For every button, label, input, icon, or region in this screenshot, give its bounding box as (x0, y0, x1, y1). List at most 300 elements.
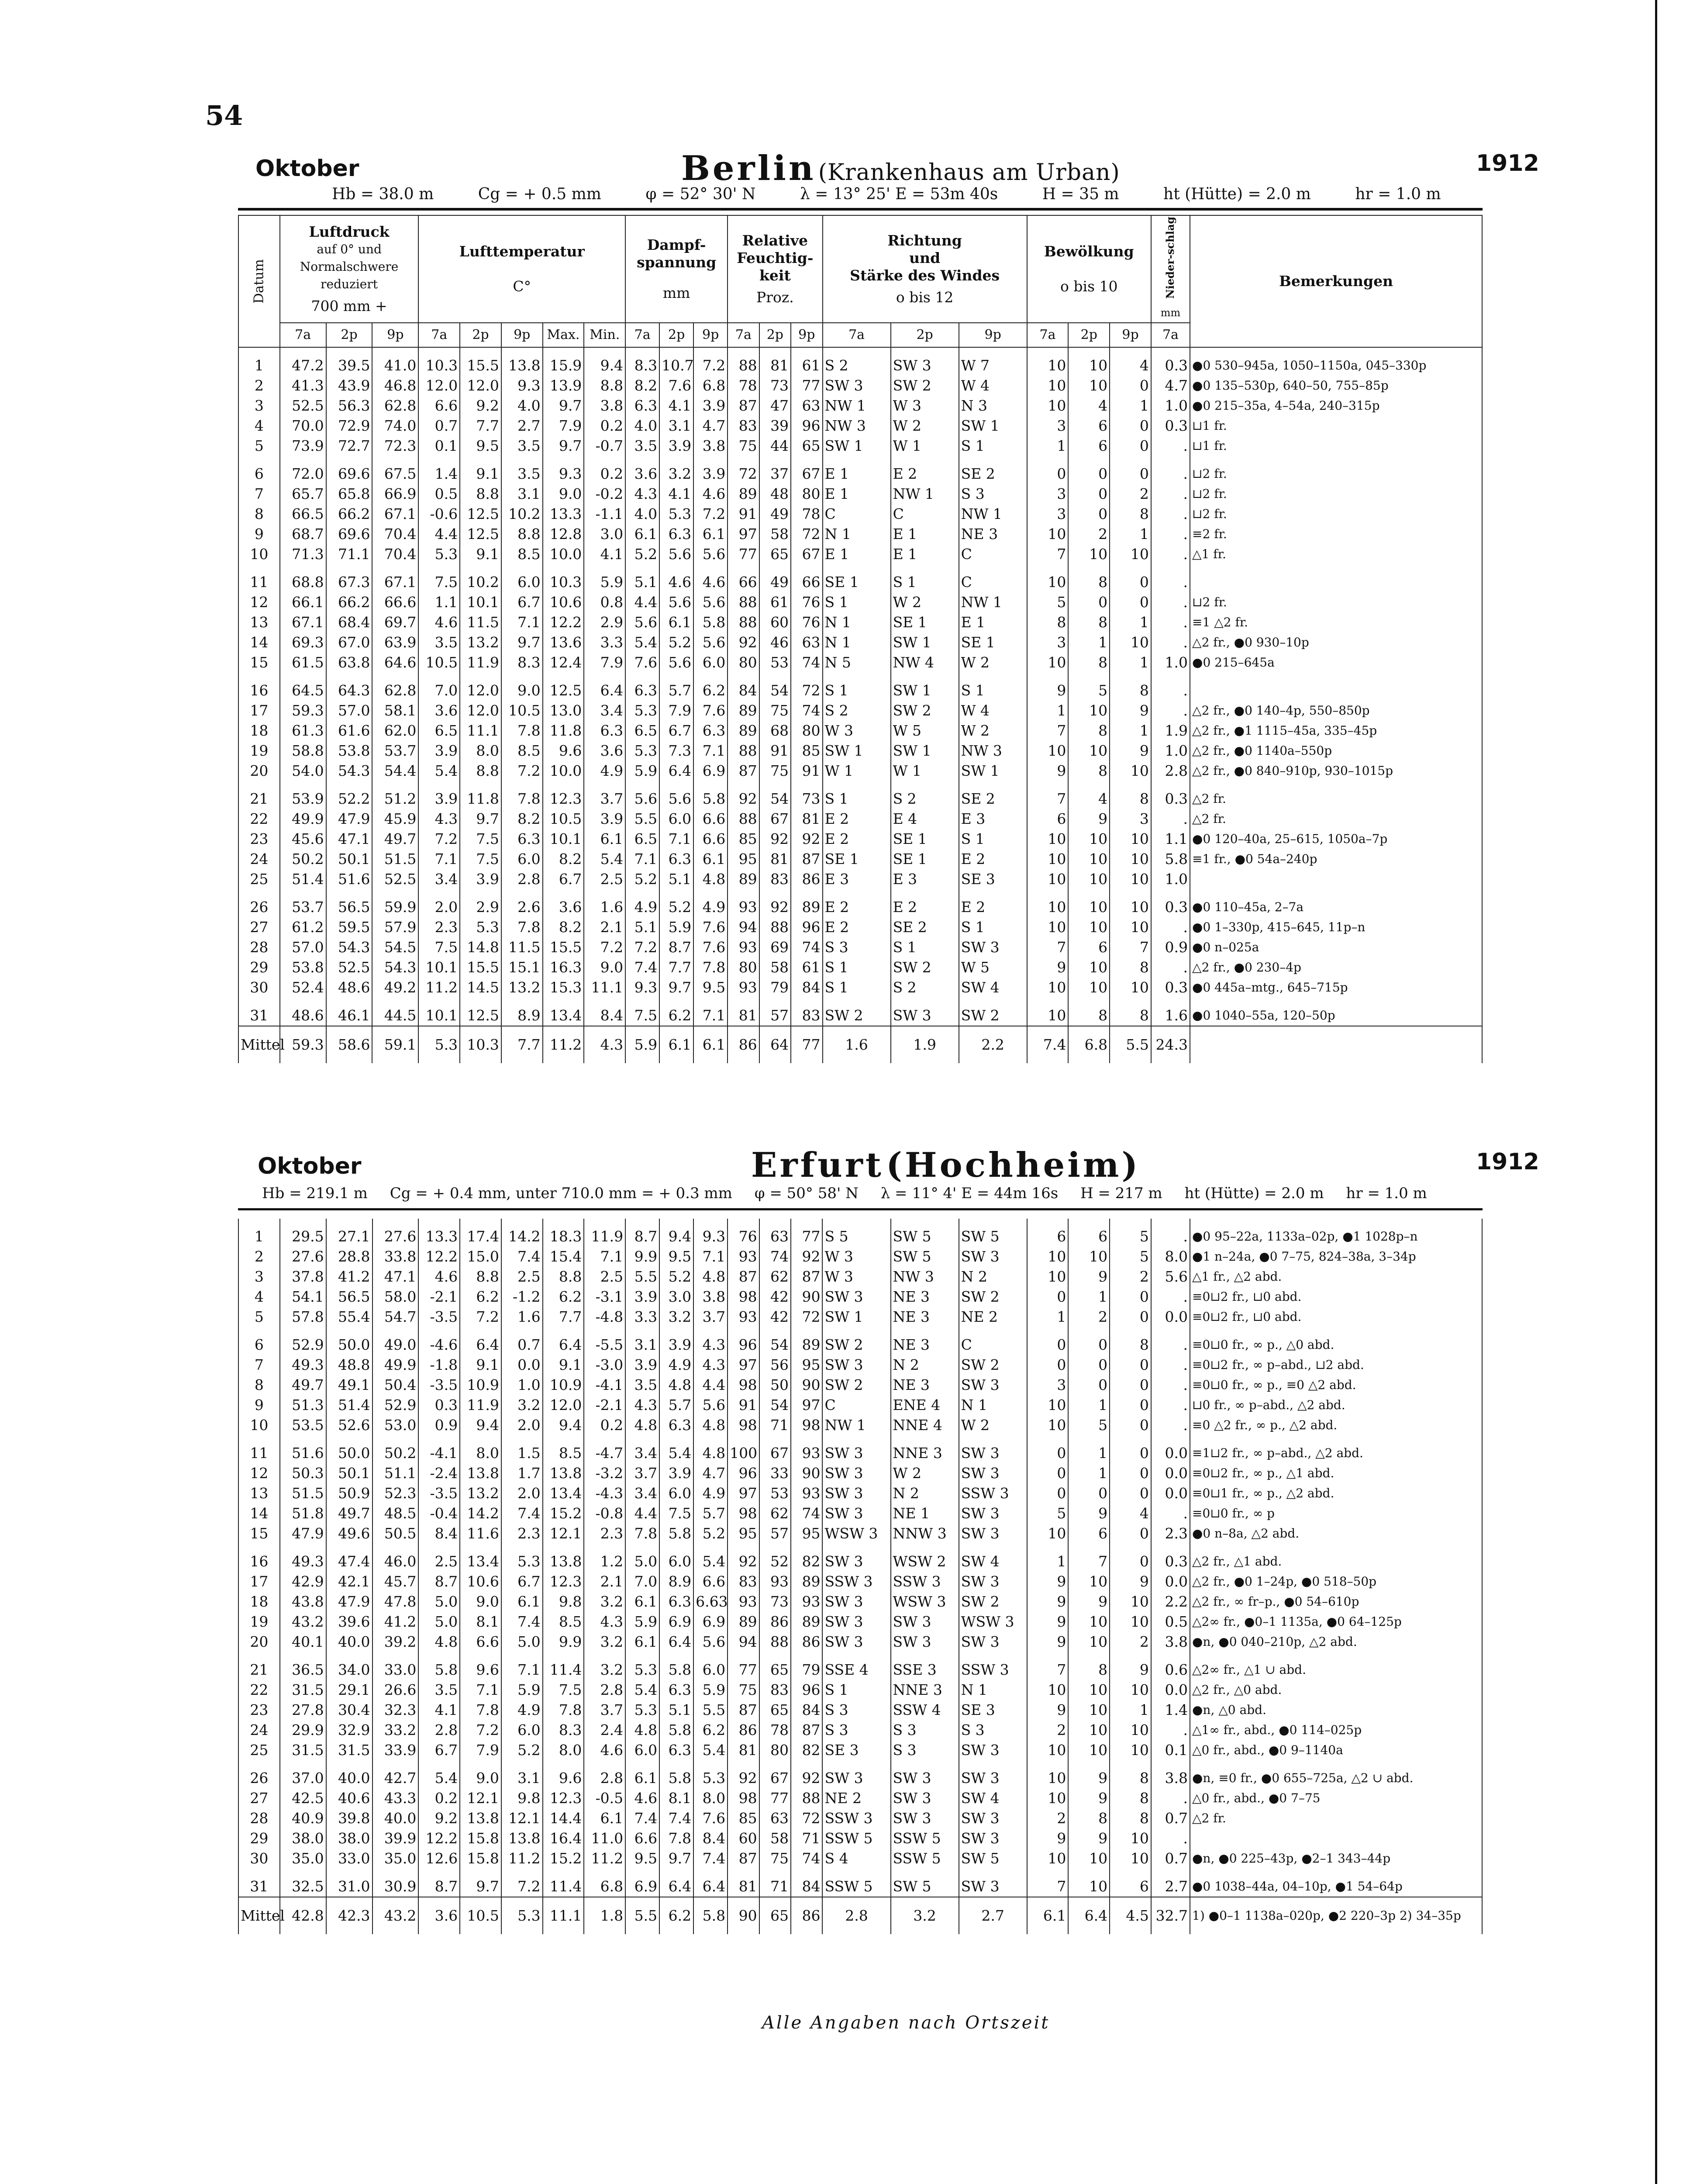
data-cell: 13.4 (460, 1552, 501, 1572)
data-cell: 39.9 (372, 1828, 419, 1849)
data-cell: 3.0 (584, 524, 625, 544)
data-cell: 77 (759, 1788, 791, 1808)
data-cell: 0.7 (1151, 1808, 1190, 1828)
data-cell: 8 (1068, 761, 1110, 781)
data-cell: 42.9 (280, 1572, 326, 1592)
data-cell: 8.3 (543, 1720, 584, 1740)
data-cell: 15.8 (460, 1828, 501, 1849)
data-cell: 3.4 (625, 1443, 659, 1463)
date-cell: 10 (238, 544, 280, 564)
date-cell: 6 (238, 464, 280, 484)
data-cell: 42 (759, 1287, 791, 1307)
data-cell: 6.1 (625, 1768, 659, 1788)
mean-cell: 24.3 (1151, 1026, 1190, 1063)
data-cell: 7.0 (625, 1572, 659, 1592)
data-cell: SW 3 (959, 1463, 1027, 1483)
data-cell: 29.5 (280, 1227, 326, 1247)
data-cell: S 1 (823, 592, 891, 612)
data-cell: SW 2 (959, 1355, 1027, 1375)
data-cell: 51.8 (280, 1503, 326, 1524)
data-cell: 8.2 (543, 849, 584, 869)
mean-cell: 10.5 (460, 1897, 501, 1934)
data-cell: 6.1 (584, 1808, 625, 1828)
data-cell: 12.1 (543, 1524, 584, 1544)
remark-cell: ≡1 △2 fr. (1190, 612, 1482, 632)
data-cell: 6.9 (659, 1612, 693, 1632)
data-cell: SSW 5 (891, 1849, 959, 1869)
data-cell: 72.3 (372, 436, 418, 456)
data-cell: 10 (1027, 917, 1069, 937)
table-row (238, 1876, 1482, 1897)
header-niederschlag (1151, 215, 1190, 323)
data-cell: SW 1 (822, 1307, 890, 1327)
data-cell: NW 4 (891, 653, 959, 673)
data-cell: 9.9 (543, 1632, 584, 1652)
data-cell: 4 (1068, 789, 1110, 809)
data-cell: 87 (791, 1720, 822, 1740)
data-cell: 1.9 (1151, 721, 1190, 741)
mean-cell: 43.2 (372, 1897, 419, 1934)
data-cell: 10.5 (501, 701, 543, 721)
data-cell: 87 (791, 849, 822, 869)
data-cell: 0 (1110, 1463, 1151, 1483)
data-cell: 0.0 (1151, 1572, 1190, 1592)
data-cell: 63 (759, 1808, 791, 1828)
data-cell: 39 (759, 416, 791, 436)
param: Cg = + 0.5 mm (478, 185, 601, 203)
data-cell: 3.4 (625, 1483, 659, 1503)
date-cell: 13 (238, 1483, 280, 1503)
data-cell: 9.0 (460, 1768, 501, 1788)
data-cell: 6.6 (693, 809, 728, 829)
data-cell: 7.4 (501, 1612, 543, 1632)
data-cell: 7.8 (693, 957, 728, 978)
remark-cell (1190, 1828, 1482, 1849)
data-cell: 5.6 (659, 544, 693, 564)
data-cell: 89 (728, 1612, 759, 1632)
data-cell: 39.2 (372, 1632, 419, 1652)
data-cell: 73.9 (280, 436, 326, 456)
data-cell: 49 (759, 572, 791, 592)
data-cell: 3.7 (584, 789, 625, 809)
remark-cell (1190, 869, 1482, 889)
data-cell: 10.7 (659, 356, 693, 376)
data-cell: 12.3 (543, 1788, 584, 1808)
data-cell: 12.0 (418, 376, 460, 396)
mean-cell: 1.6 (823, 1026, 891, 1063)
data-cell: 88 (728, 809, 759, 829)
date-cell: 12 (238, 592, 280, 612)
data-cell: 6.3 (659, 1592, 693, 1612)
date-cell: 29 (238, 1828, 280, 1849)
data-cell: E 2 (959, 849, 1027, 869)
data-cell: 10.5 (543, 809, 584, 829)
data-cell: S 1 (823, 681, 891, 701)
data-cell: 88 (728, 612, 759, 632)
mean-cell: 1) ●0–1 1138a–020p, ●2 220–3p 2) 34–35p (1190, 1897, 1482, 1934)
data-cell: 9 (1027, 1828, 1069, 1849)
data-cell: 55.4 (326, 1307, 372, 1327)
date-cell: 22 (238, 809, 280, 829)
data-cell: SW 2 (822, 1375, 890, 1395)
data-cell: SSW 3 (959, 1660, 1027, 1680)
data-cell: 6.9 (625, 1876, 659, 1897)
data-cell: SW 3 (891, 1006, 959, 1026)
data-cell: 61 (791, 957, 822, 978)
data-cell: 6.3 (584, 721, 625, 741)
data-cell: S 3 (822, 1720, 890, 1740)
data-cell: -4.7 (584, 1443, 625, 1463)
data-cell: 33 (759, 1463, 791, 1483)
data-cell: 2.3 (584, 1524, 625, 1544)
data-cell: 5.8 (1151, 849, 1190, 869)
data-cell: 4.6 (418, 1267, 460, 1287)
data-cell: 2 (1068, 524, 1110, 544)
data-cell: 4.4 (625, 1503, 659, 1524)
data-cell: S 1 (823, 978, 891, 998)
data-cell: 7.0 (418, 681, 460, 701)
data-cell: SW 3 (822, 1355, 890, 1375)
data-cell: 13.8 (543, 1552, 584, 1572)
data-cell: SE 1 (823, 572, 891, 592)
data-cell: 27.8 (280, 1700, 326, 1720)
data-cell: 0 (1027, 1355, 1069, 1375)
header-text: Bewölkung (1044, 243, 1134, 260)
data-cell: 5.4 (693, 1740, 728, 1760)
data-cell: 67 (791, 464, 822, 484)
data-cell: 5.4 (625, 1680, 659, 1700)
data-cell: 4.8 (693, 1267, 728, 1287)
mean-cell: 6.1 (1027, 1897, 1069, 1934)
data-cell: 33.0 (372, 1660, 419, 1680)
data-cell: W 2 (891, 1463, 959, 1483)
data-cell: 5.6 (659, 789, 693, 809)
data-cell: 4.6 (659, 572, 693, 592)
data-cell: 49.1 (326, 1375, 372, 1395)
data-cell: 6.1 (693, 524, 728, 544)
data-cell: 5 (1068, 681, 1110, 701)
data-cell: SSE 4 (822, 1660, 890, 1680)
remark-cell: ●0 120–40a, 25–615, 1050a–7p (1190, 829, 1482, 849)
data-cell: E 1 (891, 544, 959, 564)
mean-cell: 6.1 (659, 1026, 693, 1063)
data-cell: 5.6 (693, 632, 728, 653)
data-cell: 6.6 (693, 829, 728, 849)
date-cell: 21 (238, 789, 280, 809)
data-cell: 89 (728, 869, 759, 889)
data-cell: 2.4 (584, 1720, 625, 1740)
data-cell: 8.2 (625, 376, 659, 396)
data-cell: SW 1 (823, 741, 891, 761)
data-cell: 54.0 (280, 761, 326, 781)
data-cell: . (1151, 1415, 1190, 1435)
data-cell: 5.0 (625, 1552, 659, 1572)
table-row (238, 789, 1482, 809)
data-cell: 8.5 (543, 1612, 584, 1632)
table-row (238, 741, 1482, 761)
data-cell: 48.8 (326, 1355, 372, 1375)
data-cell: 12.0 (460, 701, 501, 721)
data-cell: 10.6 (460, 1572, 501, 1592)
data-cell: 77 (791, 376, 822, 396)
mean-cell: 6.2 (659, 1897, 693, 1934)
data-cell: 7.5 (418, 572, 460, 592)
data-cell: 7.1 (501, 1660, 543, 1680)
date-cell: 17 (238, 1572, 280, 1592)
data-cell: 90 (791, 1287, 822, 1307)
table-row (238, 436, 1482, 456)
data-cell: 10 (1027, 1524, 1069, 1544)
data-cell: 3 (1027, 504, 1069, 524)
remark-cell: ≡2 fr. (1190, 524, 1482, 544)
data-cell: 10 (1068, 849, 1110, 869)
date-cell: 28 (238, 937, 280, 957)
data-cell: 10 (1068, 869, 1110, 889)
param: ht (Hütte) = 2.0 m (1163, 185, 1311, 203)
data-cell: 2.6 (501, 897, 543, 917)
data-cell: 6.7 (418, 1740, 460, 1760)
data-cell: 4.8 (693, 1415, 728, 1435)
data-cell: 88 (728, 356, 759, 376)
data-cell: 3.9 (418, 741, 460, 761)
data-cell: N 1 (959, 1395, 1027, 1415)
data-cell: 42 (759, 1307, 791, 1327)
data-cell: 4.3 (625, 1395, 659, 1415)
data-cell: 11.8 (460, 789, 501, 809)
data-cell: 6.7 (501, 592, 543, 612)
data-cell: SW 3 (959, 1828, 1027, 1849)
data-cell: 92 (791, 1768, 822, 1788)
data-cell: 9.0 (460, 1592, 501, 1612)
date-cell: 29 (238, 957, 280, 978)
data-cell: 66.2 (326, 504, 372, 524)
data-cell: 0 (1068, 592, 1110, 612)
data-cell: 52.5 (372, 869, 418, 889)
data-cell: 7.4 (625, 957, 659, 978)
data-cell: E 1 (823, 544, 891, 564)
data-cell: 10 (1110, 544, 1151, 564)
data-cell: 2.5 (584, 1267, 625, 1287)
data-cell: -2.1 (584, 1395, 625, 1415)
data-cell: 56.5 (326, 1287, 372, 1307)
data-cell: E 3 (959, 809, 1027, 829)
header-unit: C° (513, 278, 531, 295)
page-number: 54 (205, 100, 243, 131)
mean-cell: 7.4 (1027, 1026, 1069, 1063)
data-cell: 3.9 (625, 1355, 659, 1375)
data-cell: 7.2 (693, 504, 728, 524)
data-cell: 8.5 (501, 741, 543, 761)
param: hr = 1.0 m (1355, 185, 1441, 203)
date-cell: 30 (238, 1849, 280, 1869)
date-cell: 20 (238, 1632, 280, 1652)
data-cell: 7.7 (659, 957, 693, 978)
data-cell: . (1151, 681, 1190, 701)
mean-cell: 5.9 (625, 1026, 659, 1063)
data-cell: 6.6 (418, 396, 460, 416)
data-cell: SSW 5 (822, 1828, 890, 1849)
data-cell: 12.3 (543, 789, 584, 809)
data-cell: 14.2 (501, 1227, 543, 1247)
data-cell: 95 (728, 849, 759, 869)
data-cell: 4.8 (625, 1720, 659, 1740)
data-cell: 0 (1110, 436, 1151, 456)
data-cell: 67.1 (372, 504, 418, 524)
data-cell: 96 (791, 1680, 822, 1700)
data-cell: 10.0 (543, 761, 584, 781)
param: λ = 11° 4' E = 44m 16s (880, 1185, 1059, 1202)
data-cell: 71 (791, 1828, 822, 1849)
data-cell: 40.9 (280, 1808, 326, 1828)
data-cell: 63 (759, 1227, 791, 1247)
data-cell: 10 (1110, 632, 1151, 653)
data-cell: 49.3 (280, 1552, 326, 1572)
data-cell: . (1151, 436, 1190, 456)
data-cell: 5.6 (693, 1632, 728, 1652)
data-cell: 3.5 (501, 464, 543, 484)
data-cell: 47.8 (372, 1592, 419, 1612)
data-cell: 3.6 (418, 701, 460, 721)
data-cell: 10 (1027, 1680, 1069, 1700)
data-cell: 11.5 (501, 937, 543, 957)
table-row (238, 829, 1482, 849)
data-cell: 1 (1068, 1463, 1110, 1483)
erfurt-top-rule (238, 1208, 1483, 1210)
data-cell: SW 1 (891, 741, 959, 761)
data-cell: 8.4 (693, 1828, 728, 1849)
remark-cell: ⊔1 fr. (1190, 436, 1482, 456)
data-cell: -4.3 (584, 1483, 625, 1503)
remark-cell: △2 fr., ●0 1–24p, ●0 518–50p (1190, 1572, 1482, 1592)
data-cell: 10 (1027, 849, 1069, 869)
data-cell: 50.1 (326, 849, 372, 869)
page-edge-line (1655, 0, 1657, 2184)
data-cell: 10 (1027, 524, 1069, 544)
data-cell: ENE 4 (891, 1395, 959, 1415)
header-text: Luftdruck (309, 223, 390, 240)
table-row (238, 761, 1482, 781)
data-cell: 8.7 (418, 1572, 460, 1592)
data-cell: 93 (728, 978, 759, 998)
data-cell: 4 (1110, 1503, 1151, 1524)
data-cell: 89 (791, 1335, 822, 1355)
data-cell: 86 (759, 1612, 791, 1632)
data-cell: E 2 (959, 897, 1027, 917)
data-cell: 9 (1027, 957, 1069, 978)
data-cell: 91 (728, 504, 759, 524)
data-cell: SW 5 (891, 1247, 959, 1267)
column-label: 9p (1110, 323, 1151, 347)
data-cell: 50.9 (326, 1483, 372, 1503)
remark-cell: ●0 1040–55a, 120–50p (1190, 1006, 1482, 1026)
data-cell: 5 (1027, 592, 1069, 612)
data-cell: 13.8 (460, 1808, 501, 1828)
remark-cell: ⊔1 fr. (1190, 416, 1482, 436)
table-row (238, 1443, 1482, 1463)
data-cell: 7 (1027, 721, 1069, 741)
data-cell: SSE 3 (891, 1660, 959, 1680)
data-cell: 72 (791, 1307, 822, 1327)
data-cell: 2.1 (584, 1572, 625, 1592)
data-cell: S 1 (823, 789, 891, 809)
data-cell: 0 (1110, 1415, 1151, 1435)
data-cell: SW 3 (891, 1612, 959, 1632)
data-cell: SE 2 (959, 789, 1027, 809)
data-cell: 2 (1110, 1267, 1151, 1287)
data-cell: 54 (759, 1395, 791, 1415)
data-cell: 59.5 (326, 917, 372, 937)
data-cell: 66.1 (280, 592, 326, 612)
data-cell: 65 (759, 1660, 791, 1680)
data-cell: 32.3 (372, 1700, 419, 1720)
header-unit: o bis 12 (896, 289, 954, 306)
data-cell: 6.0 (501, 1720, 543, 1740)
data-cell: 4.6 (625, 1788, 659, 1808)
table-row (238, 1524, 1482, 1544)
data-cell: 6.3 (659, 1740, 693, 1760)
data-cell: 8 (1068, 572, 1110, 592)
data-cell: 15.5 (460, 356, 501, 376)
data-cell: 6.8 (584, 1876, 625, 1897)
data-cell: 5.2 (659, 632, 693, 653)
data-cell: 72 (728, 464, 759, 484)
column-label: 9p (501, 323, 543, 347)
data-cell: 8.9 (501, 1006, 543, 1026)
table-row (238, 1247, 1482, 1267)
data-cell: 5 (1110, 1247, 1151, 1267)
date-cell: 3 (238, 396, 280, 416)
data-cell: 0 (1110, 572, 1151, 592)
data-cell: . (1151, 632, 1190, 653)
data-cell: 3.9 (418, 789, 460, 809)
mean-label: Mittel (238, 1026, 280, 1063)
data-cell: 98 (728, 1503, 759, 1524)
berlin-station-subtitle: (Krankenhaus am Urban) (818, 159, 1120, 186)
data-cell: 27.6 (280, 1247, 326, 1267)
data-cell: 68.7 (280, 524, 326, 544)
spacer-row (238, 1435, 1482, 1443)
data-cell: -3.5 (418, 1307, 460, 1327)
data-cell: 6.2 (693, 1720, 728, 1740)
date-cell: 13 (238, 612, 280, 632)
data-cell: . (1151, 1355, 1190, 1375)
header-unit: Proz. (756, 289, 794, 306)
data-cell: SW 3 (822, 1287, 890, 1307)
data-cell: 10.5 (418, 653, 460, 673)
data-cell: 81 (791, 809, 822, 829)
data-cell: SW 1 (959, 416, 1027, 436)
header-text: Nieder-schlag (1164, 217, 1177, 299)
data-cell: SW 3 (959, 1632, 1027, 1652)
data-cell: 6.3 (625, 681, 659, 701)
table-row (238, 1660, 1482, 1680)
data-cell: 49.7 (326, 1503, 372, 1524)
data-cell: 0.0 (1151, 1307, 1190, 1327)
data-cell: 9 (1068, 1788, 1110, 1808)
data-cell: 6.9 (693, 761, 728, 781)
berlin-year: 1912 (1476, 150, 1539, 176)
table-row (238, 1307, 1482, 1327)
data-cell: SW 2 (891, 701, 959, 721)
column-label: Min. (584, 323, 625, 347)
data-cell: 12.6 (418, 1849, 460, 1869)
data-cell: 0 (1110, 1375, 1151, 1395)
data-cell: 10 (1027, 741, 1069, 761)
data-cell: 3 (1027, 632, 1069, 653)
header-unit: mm (662, 284, 690, 301)
data-cell: 7 (1027, 789, 1069, 809)
erfurt-station-subtitle: (Hochheim) (886, 1145, 1141, 1185)
